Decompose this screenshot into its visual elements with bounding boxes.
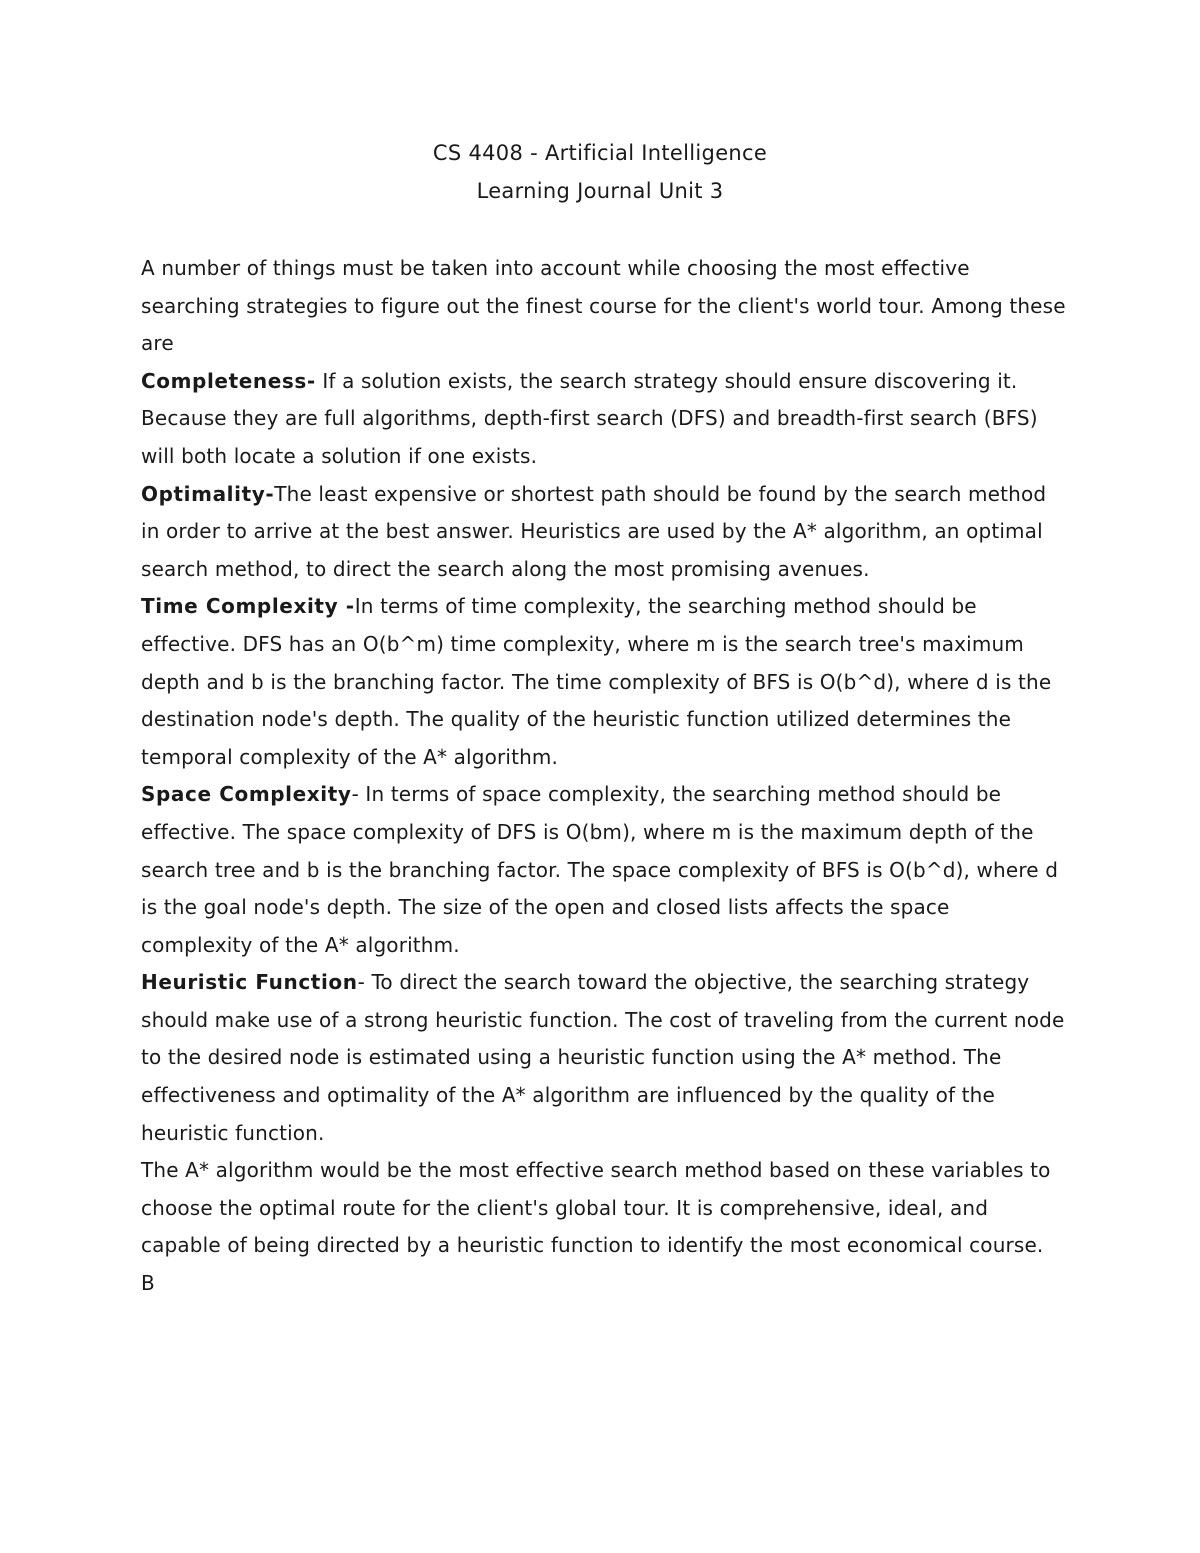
intro-paragraph: A number of things must be taken into account while choosing the most effective searching strategies to figure out the finest course for the client's world tour. Among these are [141, 256, 1066, 356]
document-body [141, 250, 1066, 1303]
trailing-text: B [141, 1271, 155, 1296]
term-optimality: Optimality- [141, 481, 275, 506]
section-optimality [141, 476, 1066, 589]
section-heuristic-function [141, 964, 1066, 1152]
section-completeness-text: If a solution exists, the search strategy should ensure discovering it. Because they are full algorithms, depth-first search (DFS) and breadth-first search (BFS) will both locate a solution if one exists. [141, 368, 1038, 468]
term-space-complexity: Space Complexity [141, 782, 352, 807]
section-space-complexity-text: - In terms of space complexity, the searching method should be effective. The space complexity of DFS is O(bm), where m is the maximum depth of the search tree and b is the branching factor. The space complexity of BFS is O(b^d), where d is the goal node's depth. The size of the open and closed lists affects the space complexity of the A* algorithm. [141, 782, 1059, 957]
section-heuristic-function-text: - To direct the search toward the objective, the searching strategy should make use of a strong heuristic function. The cost of traveling from the current node to the desired node is estimated using a heuristic function using the A* method. The effectiveness and optimality of the A* algorithm are influenced by the quality of the heuristic function. [141, 970, 1065, 1145]
term-time-complexity: Time Complexity - [141, 594, 355, 619]
document-title: CS 4408 - Artificial Intelligence [432, 141, 768, 165]
section-space-complexity [141, 776, 1066, 964]
term-completeness: Completeness- [141, 368, 316, 393]
section-completeness [141, 363, 1066, 476]
document-subtitle: Learning Journal Unit 3 [476, 179, 724, 203]
section-optimality-text: The least expensive or shortest path should be found by the search method in order to arrive at the best answer. Heuristics are used by the A* algorithm, an optimal search method, to direct the search along the most promising avenues. [141, 481, 1047, 581]
section-time-complexity [141, 588, 1066, 776]
section-time-complexity-text: In terms of time complexity, the searching method should be effective. DFS has an O(b^m) time complexity, where m is the search tree's maximum depth and b is the branching factor. The time complexity of BFS is O(b^d), where d is the destination node's depth. The quality of the heuristic function utilized determines the temporal complexity of the A* algorithm. [141, 594, 1052, 769]
conclusion-paragraph: The A* algorithm would be the most effective search method based on these variables to choose the optimal route for the client's global tour. It is comprehensive, ideal, and capable of being directed by a heuristic function to identify the most economical course. [141, 1158, 1051, 1258]
term-heuristic-function: Heuristic Function [141, 970, 358, 995]
